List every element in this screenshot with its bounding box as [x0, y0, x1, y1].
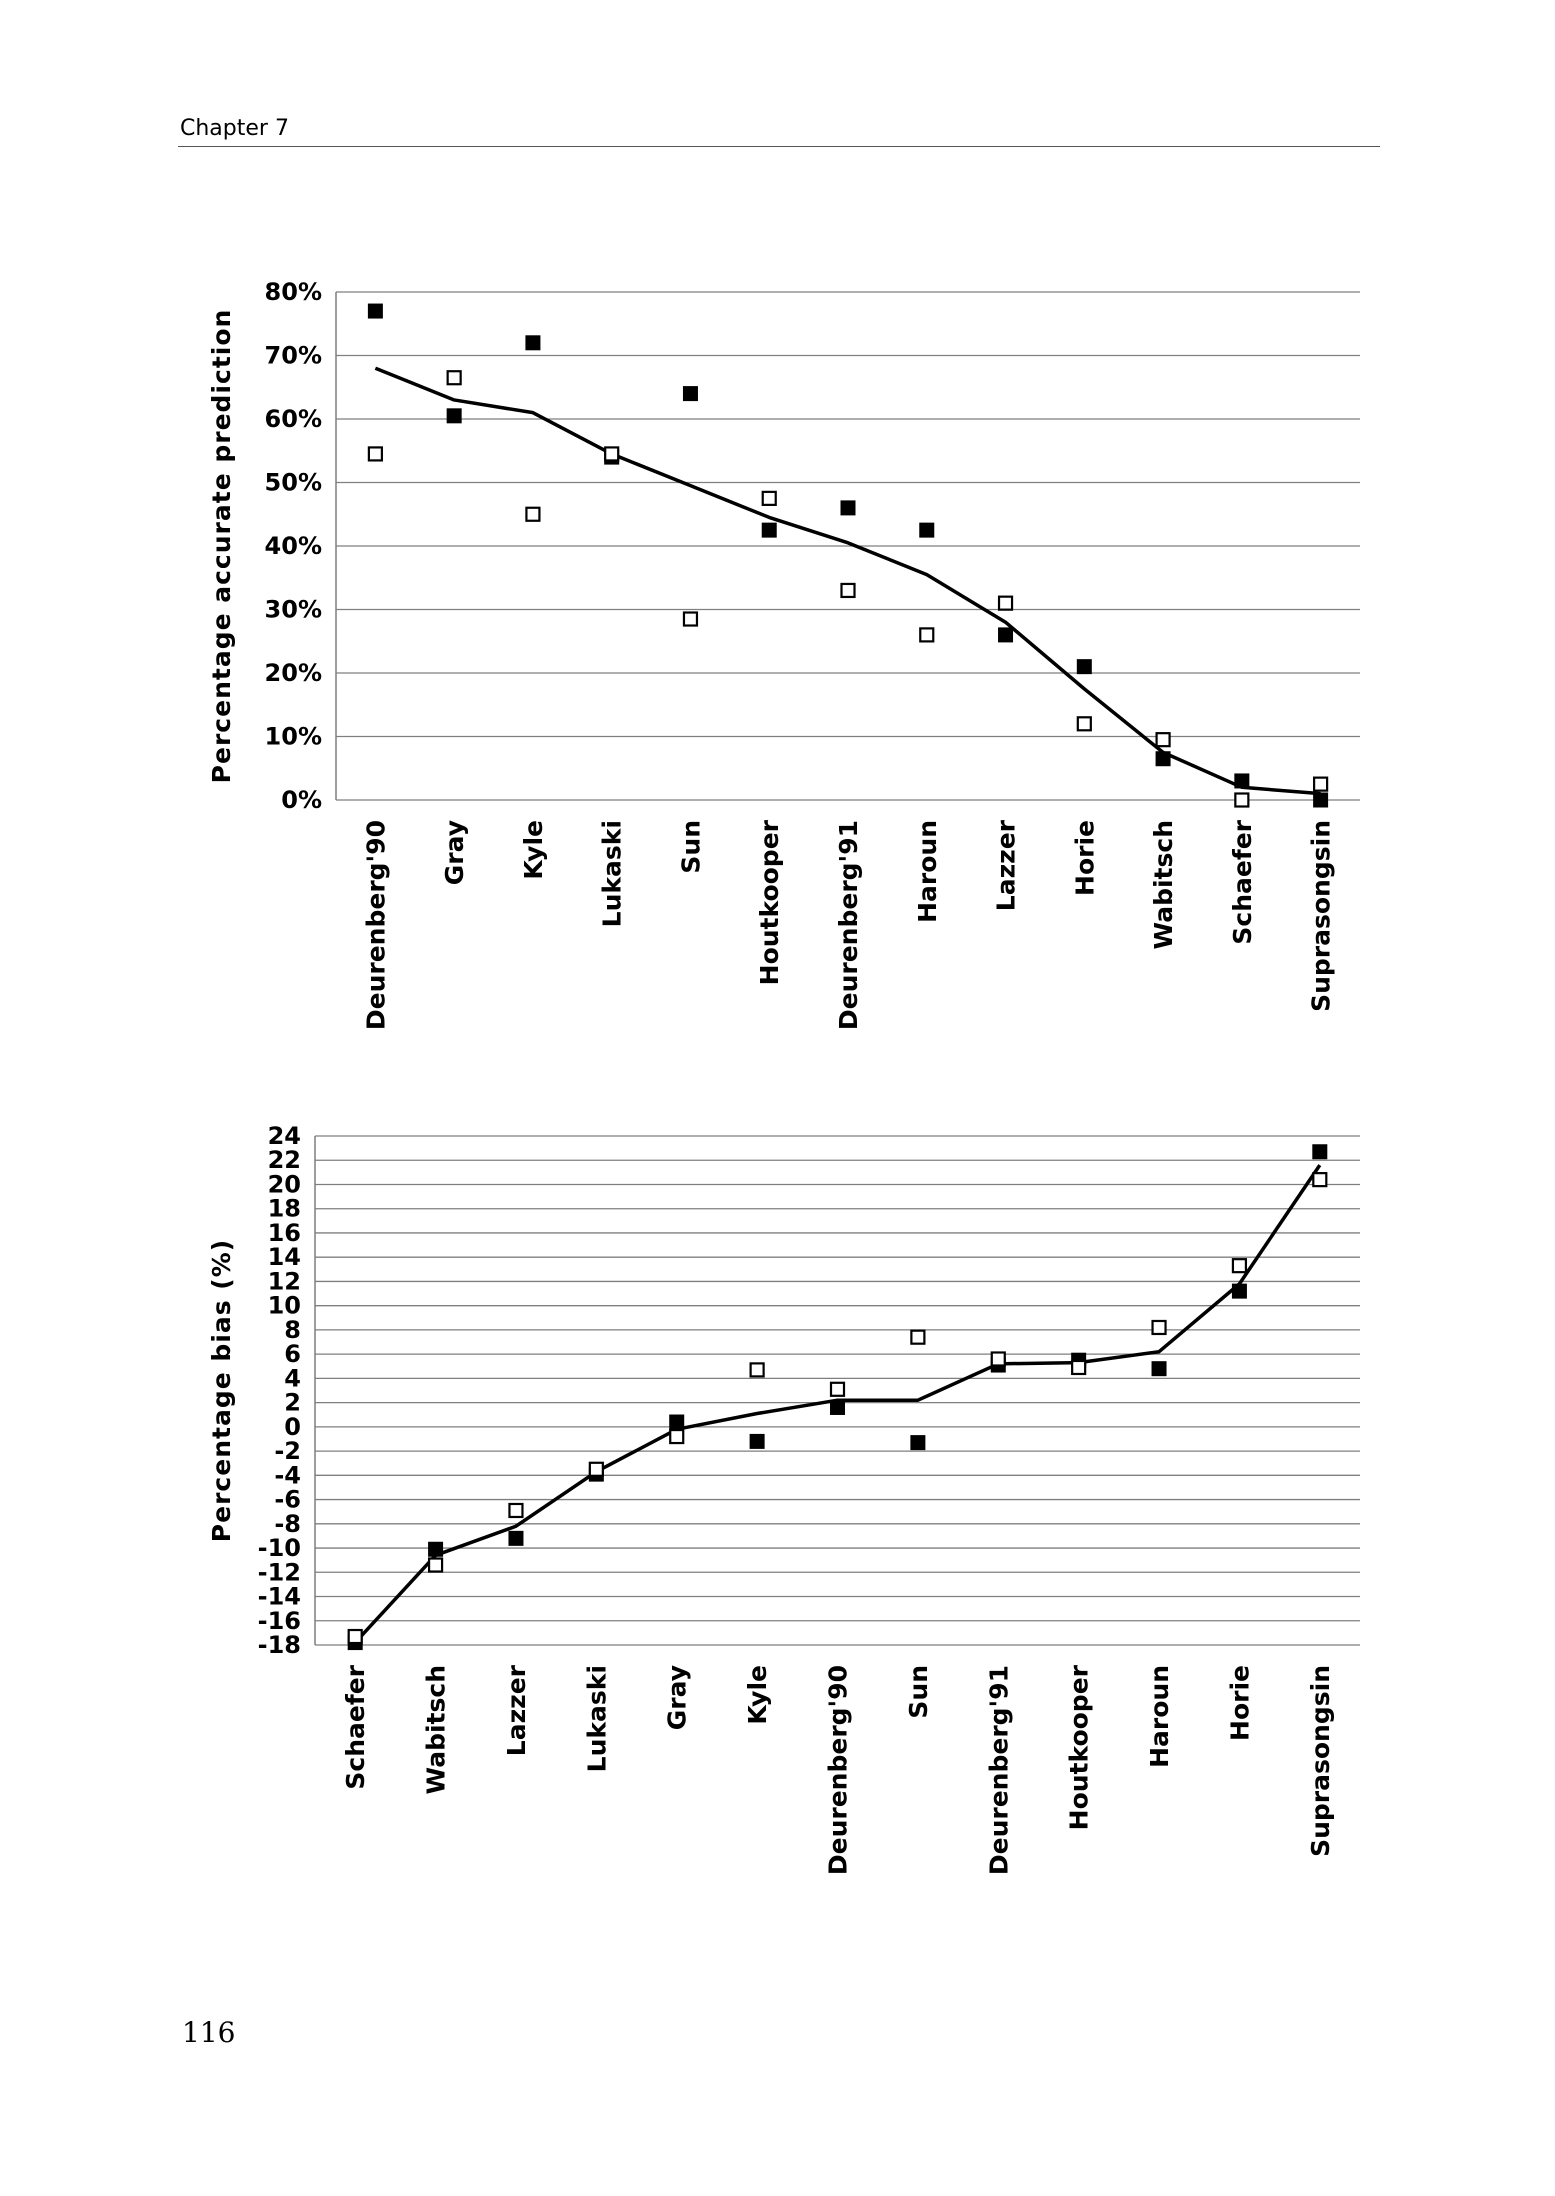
- y-tick-label: 20%: [264, 659, 322, 687]
- open-square-point: [992, 1352, 1005, 1365]
- open-square-point: [999, 597, 1012, 610]
- open-square-point: [1233, 1259, 1246, 1272]
- y-tick-label: -16: [257, 1606, 301, 1635]
- open-square-point: [1153, 1321, 1166, 1334]
- category-label: Schaefer: [341, 1665, 371, 1790]
- page-number: 116: [182, 2016, 236, 2049]
- y-tick-label: 80%: [264, 278, 322, 306]
- category-label: Lukaski: [597, 820, 627, 928]
- open-square-point: [526, 508, 539, 521]
- trend-line: [375, 368, 1320, 793]
- open-square-point: [831, 1383, 844, 1396]
- y-tick-label: 10%: [264, 722, 322, 751]
- category-label: Gray: [440, 820, 470, 886]
- open-square-point: [670, 1430, 683, 1443]
- open-square-point: [1157, 733, 1170, 746]
- category-label: Wabitsch: [421, 1665, 451, 1795]
- filled-square-point: [1152, 1361, 1167, 1376]
- y-tick-label: 16: [267, 1218, 301, 1247]
- open-square-point: [369, 447, 382, 460]
- filled-square-point: [1077, 659, 1092, 674]
- category-label: Suprasongsin: [1306, 820, 1336, 1012]
- filled-square-point: [1156, 751, 1171, 766]
- open-square-point: [1072, 1361, 1085, 1374]
- open-square-point: [1235, 794, 1248, 807]
- y-tick-label: -2: [274, 1437, 301, 1466]
- filled-square-point: [669, 1415, 684, 1430]
- category-label: Sun: [676, 820, 706, 874]
- filled-square-point: [919, 523, 934, 538]
- y-tick-label: 22: [267, 1146, 301, 1175]
- open-square-point: [590, 1463, 603, 1476]
- y-tick-label: -6: [274, 1485, 301, 1514]
- filled-square-point: [683, 386, 698, 401]
- y-tick-label: -18: [257, 1631, 301, 1659]
- y-tick-label: -14: [257, 1582, 301, 1611]
- open-square-point: [763, 492, 776, 505]
- y-tick-label: 40%: [264, 532, 322, 560]
- open-square-point: [605, 447, 618, 460]
- y-tick-label: 10: [267, 1291, 301, 1320]
- filled-square-point: [1313, 793, 1328, 808]
- y-tick-label: 50%: [264, 468, 322, 497]
- open-square-point: [1314, 778, 1327, 791]
- category-label: Gray: [662, 1665, 692, 1731]
- open-square-point: [911, 1331, 924, 1344]
- category-label: Horie: [1070, 820, 1100, 896]
- category-label: Sun: [903, 1665, 933, 1719]
- open-square-point: [1078, 717, 1091, 730]
- y-tick-label: -12: [257, 1558, 301, 1587]
- open-square-point: [448, 371, 461, 384]
- filled-square-point: [998, 627, 1013, 642]
- y-tick-label: 20: [267, 1170, 301, 1199]
- category-label: Kyle: [518, 820, 548, 880]
- category-label: Wabitsch: [1149, 820, 1179, 950]
- y-tick-label: 0: [284, 1412, 301, 1441]
- bias-chart: [0, 1060, 1555, 1940]
- y-axis-label: Percentage bias (%): [207, 1238, 236, 1543]
- category-label: Lukaski: [582, 1665, 612, 1773]
- category-label: Deurenberg'90: [361, 820, 391, 1031]
- filled-square-point: [1312, 1144, 1327, 1159]
- filled-square-point: [525, 335, 540, 350]
- category-label: Suprasongsin: [1305, 1665, 1335, 1857]
- filled-square-point: [368, 304, 383, 319]
- y-tick-label: 70%: [264, 341, 322, 370]
- filled-square-point: [1234, 773, 1249, 788]
- category-label: Haroun: [912, 820, 942, 923]
- filled-square-point: [841, 500, 856, 515]
- y-tick-label: -10: [257, 1534, 301, 1563]
- category-label: Schaefer: [1227, 820, 1257, 945]
- category-label: Horie: [1225, 1665, 1255, 1741]
- y-tick-label: 12: [267, 1267, 301, 1296]
- open-square-point: [920, 628, 933, 641]
- category-label: Haroun: [1145, 1665, 1175, 1768]
- open-square-point: [509, 1504, 522, 1517]
- filled-square-point: [762, 523, 777, 538]
- category-label: Deurenberg'91: [984, 1665, 1014, 1876]
- chapter-header: Chapter 7: [180, 116, 289, 141]
- open-square-point: [684, 613, 697, 626]
- category-label: Lazzer: [991, 820, 1021, 912]
- filled-square-point: [428, 1542, 443, 1557]
- y-tick-label: 60%: [264, 405, 322, 433]
- filled-square-point: [750, 1434, 765, 1449]
- open-square-point: [349, 1630, 362, 1643]
- filled-square-point: [447, 408, 462, 423]
- y-tick-label: 30%: [264, 595, 322, 624]
- open-square-point: [1313, 1173, 1326, 1186]
- category-label: Houtkooper: [755, 820, 785, 986]
- y-tick-label: 2: [284, 1388, 301, 1417]
- accuracy-chart: [0, 0, 1555, 1060]
- filled-square-point: [1232, 1284, 1247, 1299]
- y-tick-label: 6: [284, 1340, 301, 1369]
- filled-square-point: [830, 1400, 845, 1415]
- category-label: Deurenberg'91: [834, 820, 863, 1031]
- category-label: Kyle: [743, 1665, 773, 1725]
- y-tick-label: 0%: [281, 786, 322, 814]
- y-tick-label: 4: [284, 1364, 301, 1393]
- y-tick-label: 14: [267, 1243, 301, 1272]
- category-label: Lazzer: [501, 1665, 531, 1757]
- y-tick-label: 18: [267, 1194, 301, 1223]
- filled-square-point: [508, 1531, 523, 1546]
- open-square-point: [751, 1363, 764, 1376]
- category-label: Deurenberg'90: [823, 1665, 853, 1876]
- y-tick-label: 8: [284, 1315, 301, 1344]
- open-square-point: [429, 1559, 442, 1572]
- y-tick-label: -8: [274, 1509, 301, 1538]
- y-tick-label: 24: [267, 1122, 301, 1150]
- y-axis-label: Percentage accurate prediction: [207, 308, 236, 784]
- filled-square-point: [910, 1435, 925, 1450]
- category-label: Houtkooper: [1064, 1665, 1094, 1831]
- y-tick-label: -4: [274, 1461, 301, 1490]
- open-square-point: [842, 584, 855, 597]
